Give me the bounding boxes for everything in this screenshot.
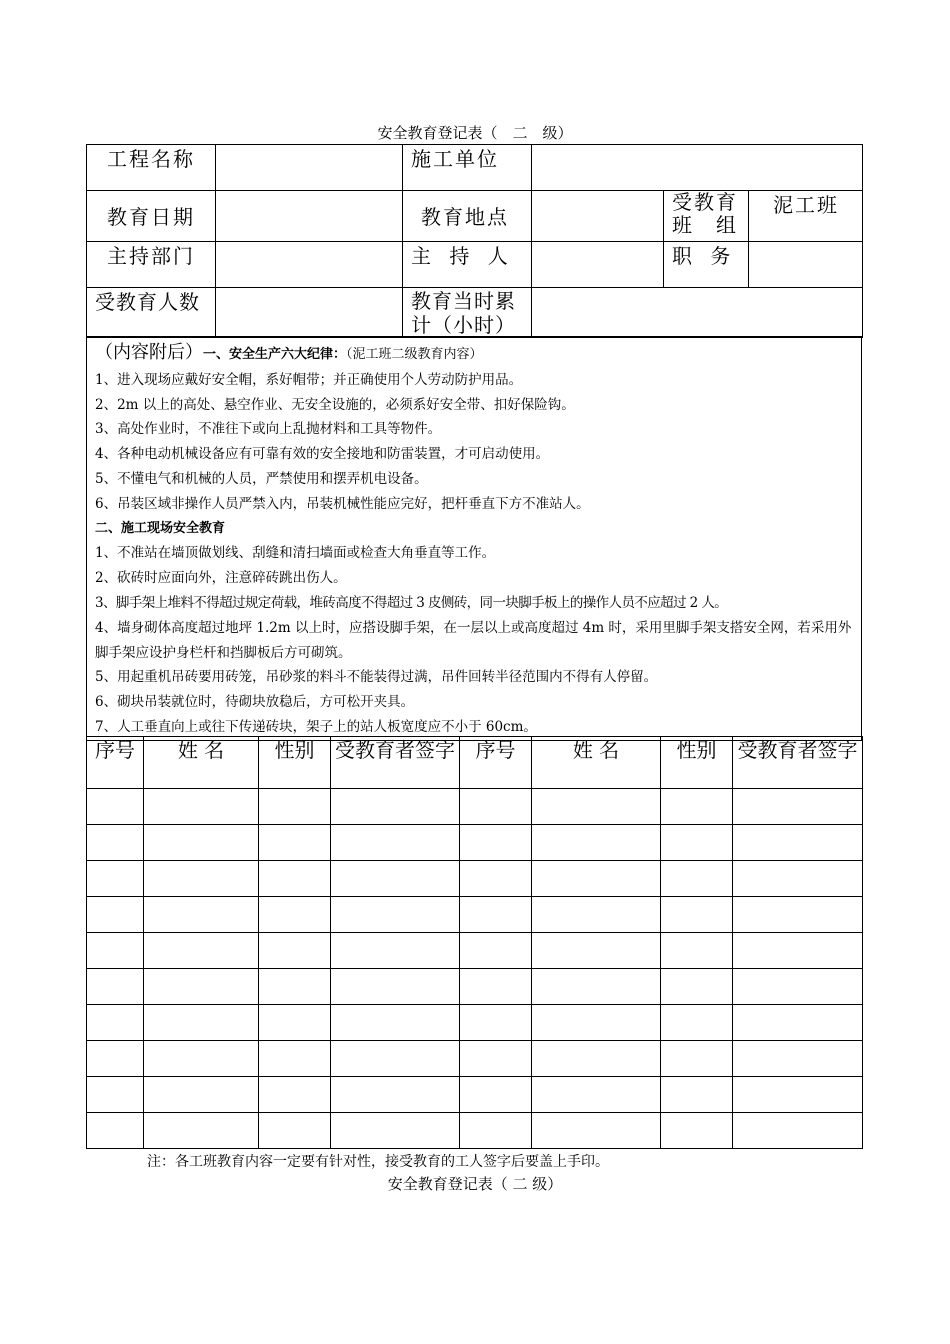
roster-cell[interactable] xyxy=(733,825,863,861)
roster-cell[interactable] xyxy=(661,825,733,861)
roster-cell[interactable] xyxy=(661,1005,733,1041)
trainee-count-label: 受教育人数 xyxy=(87,288,216,338)
roster-cell[interactable] xyxy=(259,1041,331,1077)
roster-cell[interactable] xyxy=(259,1113,331,1149)
table-row xyxy=(87,1077,863,1113)
roster-cell[interactable] xyxy=(733,969,863,1005)
roster-cell[interactable] xyxy=(144,1005,259,1041)
roster-cell[interactable] xyxy=(259,1005,331,1041)
roster-body xyxy=(87,789,863,1149)
roster-cell[interactable] xyxy=(331,1077,460,1113)
roster-cell[interactable] xyxy=(661,789,733,825)
host-person-field[interactable] xyxy=(532,242,664,288)
roster-cell[interactable] xyxy=(733,1041,863,1077)
roster-cell[interactable] xyxy=(460,969,532,1005)
edu-location-field[interactable] xyxy=(532,191,664,242)
rule-item: 1、不准站在墙顶做划线、刮缝和清扫墙面或检查大角垂直等工作。 xyxy=(95,545,496,562)
education-content xyxy=(87,337,862,741)
roster-cell[interactable] xyxy=(532,1041,661,1077)
roster-cell[interactable] xyxy=(460,789,532,825)
roster-cell[interactable] xyxy=(259,1077,331,1113)
roster-cell[interactable] xyxy=(532,969,661,1005)
roster-cell[interactable] xyxy=(331,1005,460,1041)
col-header-seq: 序号 xyxy=(87,737,144,789)
roster-cell[interactable] xyxy=(259,789,331,825)
position-field[interactable] xyxy=(749,242,863,288)
roster-cell[interactable] xyxy=(460,1077,532,1113)
col-header-signature: 受教育者签字 xyxy=(733,737,863,789)
rule-item: 5、不懂电气和机械的人员，严禁使用和摆弄机电设备。 xyxy=(95,470,428,487)
roster-cell[interactable] xyxy=(87,789,144,825)
roster-cell[interactable] xyxy=(733,789,863,825)
roster-cell[interactable] xyxy=(87,1077,144,1113)
roster-cell[interactable] xyxy=(87,1113,144,1149)
roster-cell[interactable] xyxy=(733,1077,863,1113)
edu-date-label: 教育日期 xyxy=(87,191,216,242)
table-row xyxy=(87,1005,863,1041)
construction-unit-field[interactable] xyxy=(532,145,863,191)
roster-cell[interactable] xyxy=(733,861,863,897)
rule-item: 1、进入现场应戴好安全帽，系好帽带；并正确使用个人劳动防护用品。 xyxy=(95,371,523,388)
roster-cell[interactable] xyxy=(87,1005,144,1041)
table-row xyxy=(87,825,863,861)
roster-cell[interactable] xyxy=(661,1077,733,1113)
roster-cell[interactable] xyxy=(87,969,144,1005)
roster-cell[interactable] xyxy=(144,1077,259,1113)
roster-cell[interactable] xyxy=(661,969,733,1005)
roster-cell[interactable] xyxy=(733,1113,863,1149)
project-name-label: 工程名称 xyxy=(87,145,216,191)
edu-team-label: 受教育班 组 xyxy=(664,191,749,242)
project-name-field[interactable] xyxy=(216,145,403,191)
roster-cell[interactable] xyxy=(87,897,144,933)
section1-note: （泥工班二级教育内容） xyxy=(346,347,483,362)
roster-cell[interactable] xyxy=(532,825,661,861)
section2-title: 二、施工现场安全教育 xyxy=(95,520,226,536)
roster-cell[interactable] xyxy=(532,933,661,969)
roster-cell[interactable] xyxy=(460,825,532,861)
col-header-seq: 序号 xyxy=(460,737,532,789)
roster-cell[interactable] xyxy=(532,1005,661,1041)
rule-item: 5、用起重机吊砖要用砖笼，吊砂浆的料斗不能装得过满，吊件回转半径范围内不得有人停留。 xyxy=(95,669,658,686)
rule-item: 4、各种电动机械设备应有可靠有效的安全接地和防雷装置，才可启动使用。 xyxy=(95,446,550,463)
hours-label: 教育当时累计（小时） xyxy=(403,288,532,338)
col-header-name: 姓 名 xyxy=(144,737,259,789)
edu-location-label: 教育地点 xyxy=(403,191,532,242)
rule-item: 4、墙身砌体高度超过地坪 1.2m 以上时，应搭设脚手架，在一层以上或高度超过 4m 时，采用里脚手架支搭安全网，若采用外脚手架应设护身栏杆和挡脚板后方可砌筑。 xyxy=(95,619,852,661)
roster-cell[interactable] xyxy=(331,969,460,1005)
roster-cell[interactable] xyxy=(661,1113,733,1149)
roster-cell[interactable] xyxy=(259,933,331,969)
table-row xyxy=(87,789,863,825)
trainee-count-field[interactable] xyxy=(216,288,403,338)
roster-cell[interactable] xyxy=(259,897,331,933)
roster-table xyxy=(86,736,863,1149)
host-dept-label: 主持部门 xyxy=(87,242,216,288)
construction-unit-label: 施工单位 xyxy=(403,145,532,191)
roster-cell[interactable] xyxy=(460,897,532,933)
roster-cell[interactable] xyxy=(144,933,259,969)
hours-field[interactable] xyxy=(532,288,863,338)
position-label: 职 务 xyxy=(664,242,749,288)
roster-cell[interactable] xyxy=(331,789,460,825)
roster-cell[interactable] xyxy=(259,969,331,1005)
roster-cell[interactable] xyxy=(733,1005,863,1041)
roster-cell[interactable] xyxy=(331,1041,460,1077)
rule-item: 2、砍砖时应面向外，注意碎砖跳出伤人。 xyxy=(95,570,347,587)
roster-cell[interactable] xyxy=(87,825,144,861)
roster-cell[interactable] xyxy=(144,825,259,861)
roster-cell[interactable] xyxy=(331,1113,460,1149)
roster-cell[interactable] xyxy=(460,1113,532,1149)
roster-cell[interactable] xyxy=(144,1041,259,1077)
form-title-repeat: 安全教育登记表（ 二 级） xyxy=(387,1175,563,1193)
rule-item: 7、人工垂直向上或往下传递砖块，架子上的站人板宽度应不小于 60cm。 xyxy=(95,718,537,735)
roster-cell[interactable] xyxy=(144,789,259,825)
table-row xyxy=(87,861,863,897)
roster-cell[interactable] xyxy=(661,897,733,933)
rule-item: 6、吊装区域非操作人员严禁入内，吊装机械性能应完好，把杆垂直下方不准站人。 xyxy=(95,495,590,512)
content-intro: （内容附后） xyxy=(95,342,203,363)
host-person-label: 主 持 人 xyxy=(403,242,532,288)
roster-cell[interactable] xyxy=(87,1041,144,1077)
roster-cell[interactable] xyxy=(460,861,532,897)
col-header-signature: 受教育者签字 xyxy=(331,737,460,789)
roster-cell[interactable] xyxy=(661,1041,733,1077)
roster-cell[interactable] xyxy=(144,897,259,933)
rule-item: 2、2m 以上的高处、悬空作业、无安全设施的，必须系好安全带、扣好保险钩。 xyxy=(95,396,575,413)
roster-cell[interactable] xyxy=(331,933,460,969)
roster-cell[interactable] xyxy=(460,1041,532,1077)
edu-team-field[interactable]: 泥工班 xyxy=(749,191,863,242)
roster-cell[interactable] xyxy=(144,969,259,1005)
col-header-name: 姓 名 xyxy=(532,737,661,789)
table-row xyxy=(87,969,863,1005)
rule-item: 6、砌块吊装就位时，待砌块放稳后，方可松开夹具。 xyxy=(95,694,415,711)
host-dept-field[interactable] xyxy=(216,242,403,288)
roster-cell[interactable] xyxy=(331,825,460,861)
roster-cell[interactable] xyxy=(733,933,863,969)
roster-cell[interactable] xyxy=(144,1113,259,1149)
roster-cell[interactable] xyxy=(331,897,460,933)
roster-cell[interactable] xyxy=(460,933,532,969)
roster-cell[interactable] xyxy=(661,861,733,897)
content-table xyxy=(86,336,862,741)
roster-cell[interactable] xyxy=(532,861,661,897)
roster-cell[interactable] xyxy=(87,933,144,969)
roster-cell[interactable] xyxy=(259,861,331,897)
roster-cell[interactable] xyxy=(532,1077,661,1113)
roster-cell[interactable] xyxy=(661,933,733,969)
roster-cell[interactable] xyxy=(460,1005,532,1041)
col-header-gender: 性别 xyxy=(259,737,331,789)
info-table xyxy=(86,144,863,338)
roster-cell[interactable] xyxy=(259,825,331,861)
roster-cell[interactable] xyxy=(733,897,863,933)
section1-title: 一、安全生产六大纪律： xyxy=(203,347,347,362)
table-row xyxy=(87,1113,863,1149)
roster-cell[interactable] xyxy=(532,789,661,825)
rule-item: 3、脚手架上堆料不得超过规定荷载，堆砖高度不得超过 3 皮侧砖，同一块脚手板上的操作人员不应超过 2 人。 xyxy=(95,594,728,611)
roster-cell[interactable] xyxy=(144,861,259,897)
roster-cell[interactable] xyxy=(532,1113,661,1149)
roster-cell[interactable] xyxy=(532,897,661,933)
rule-item: 3、高处作业时，不准往下或向上乱抛材料和工具等物件。 xyxy=(95,421,442,438)
table-row xyxy=(87,1041,863,1077)
roster-cell[interactable] xyxy=(331,861,460,897)
roster-cell[interactable] xyxy=(87,861,144,897)
edu-date-field[interactable] xyxy=(216,191,403,242)
form-title: 安全教育登记表（ 二 级） xyxy=(377,124,573,142)
footnote: 注：各工班教育内容一定要有针对性，接受教育的工人签字后要盖上手印。 xyxy=(147,1154,609,1170)
table-row xyxy=(87,933,863,969)
table-row xyxy=(87,897,863,933)
col-header-gender: 性别 xyxy=(661,737,733,789)
